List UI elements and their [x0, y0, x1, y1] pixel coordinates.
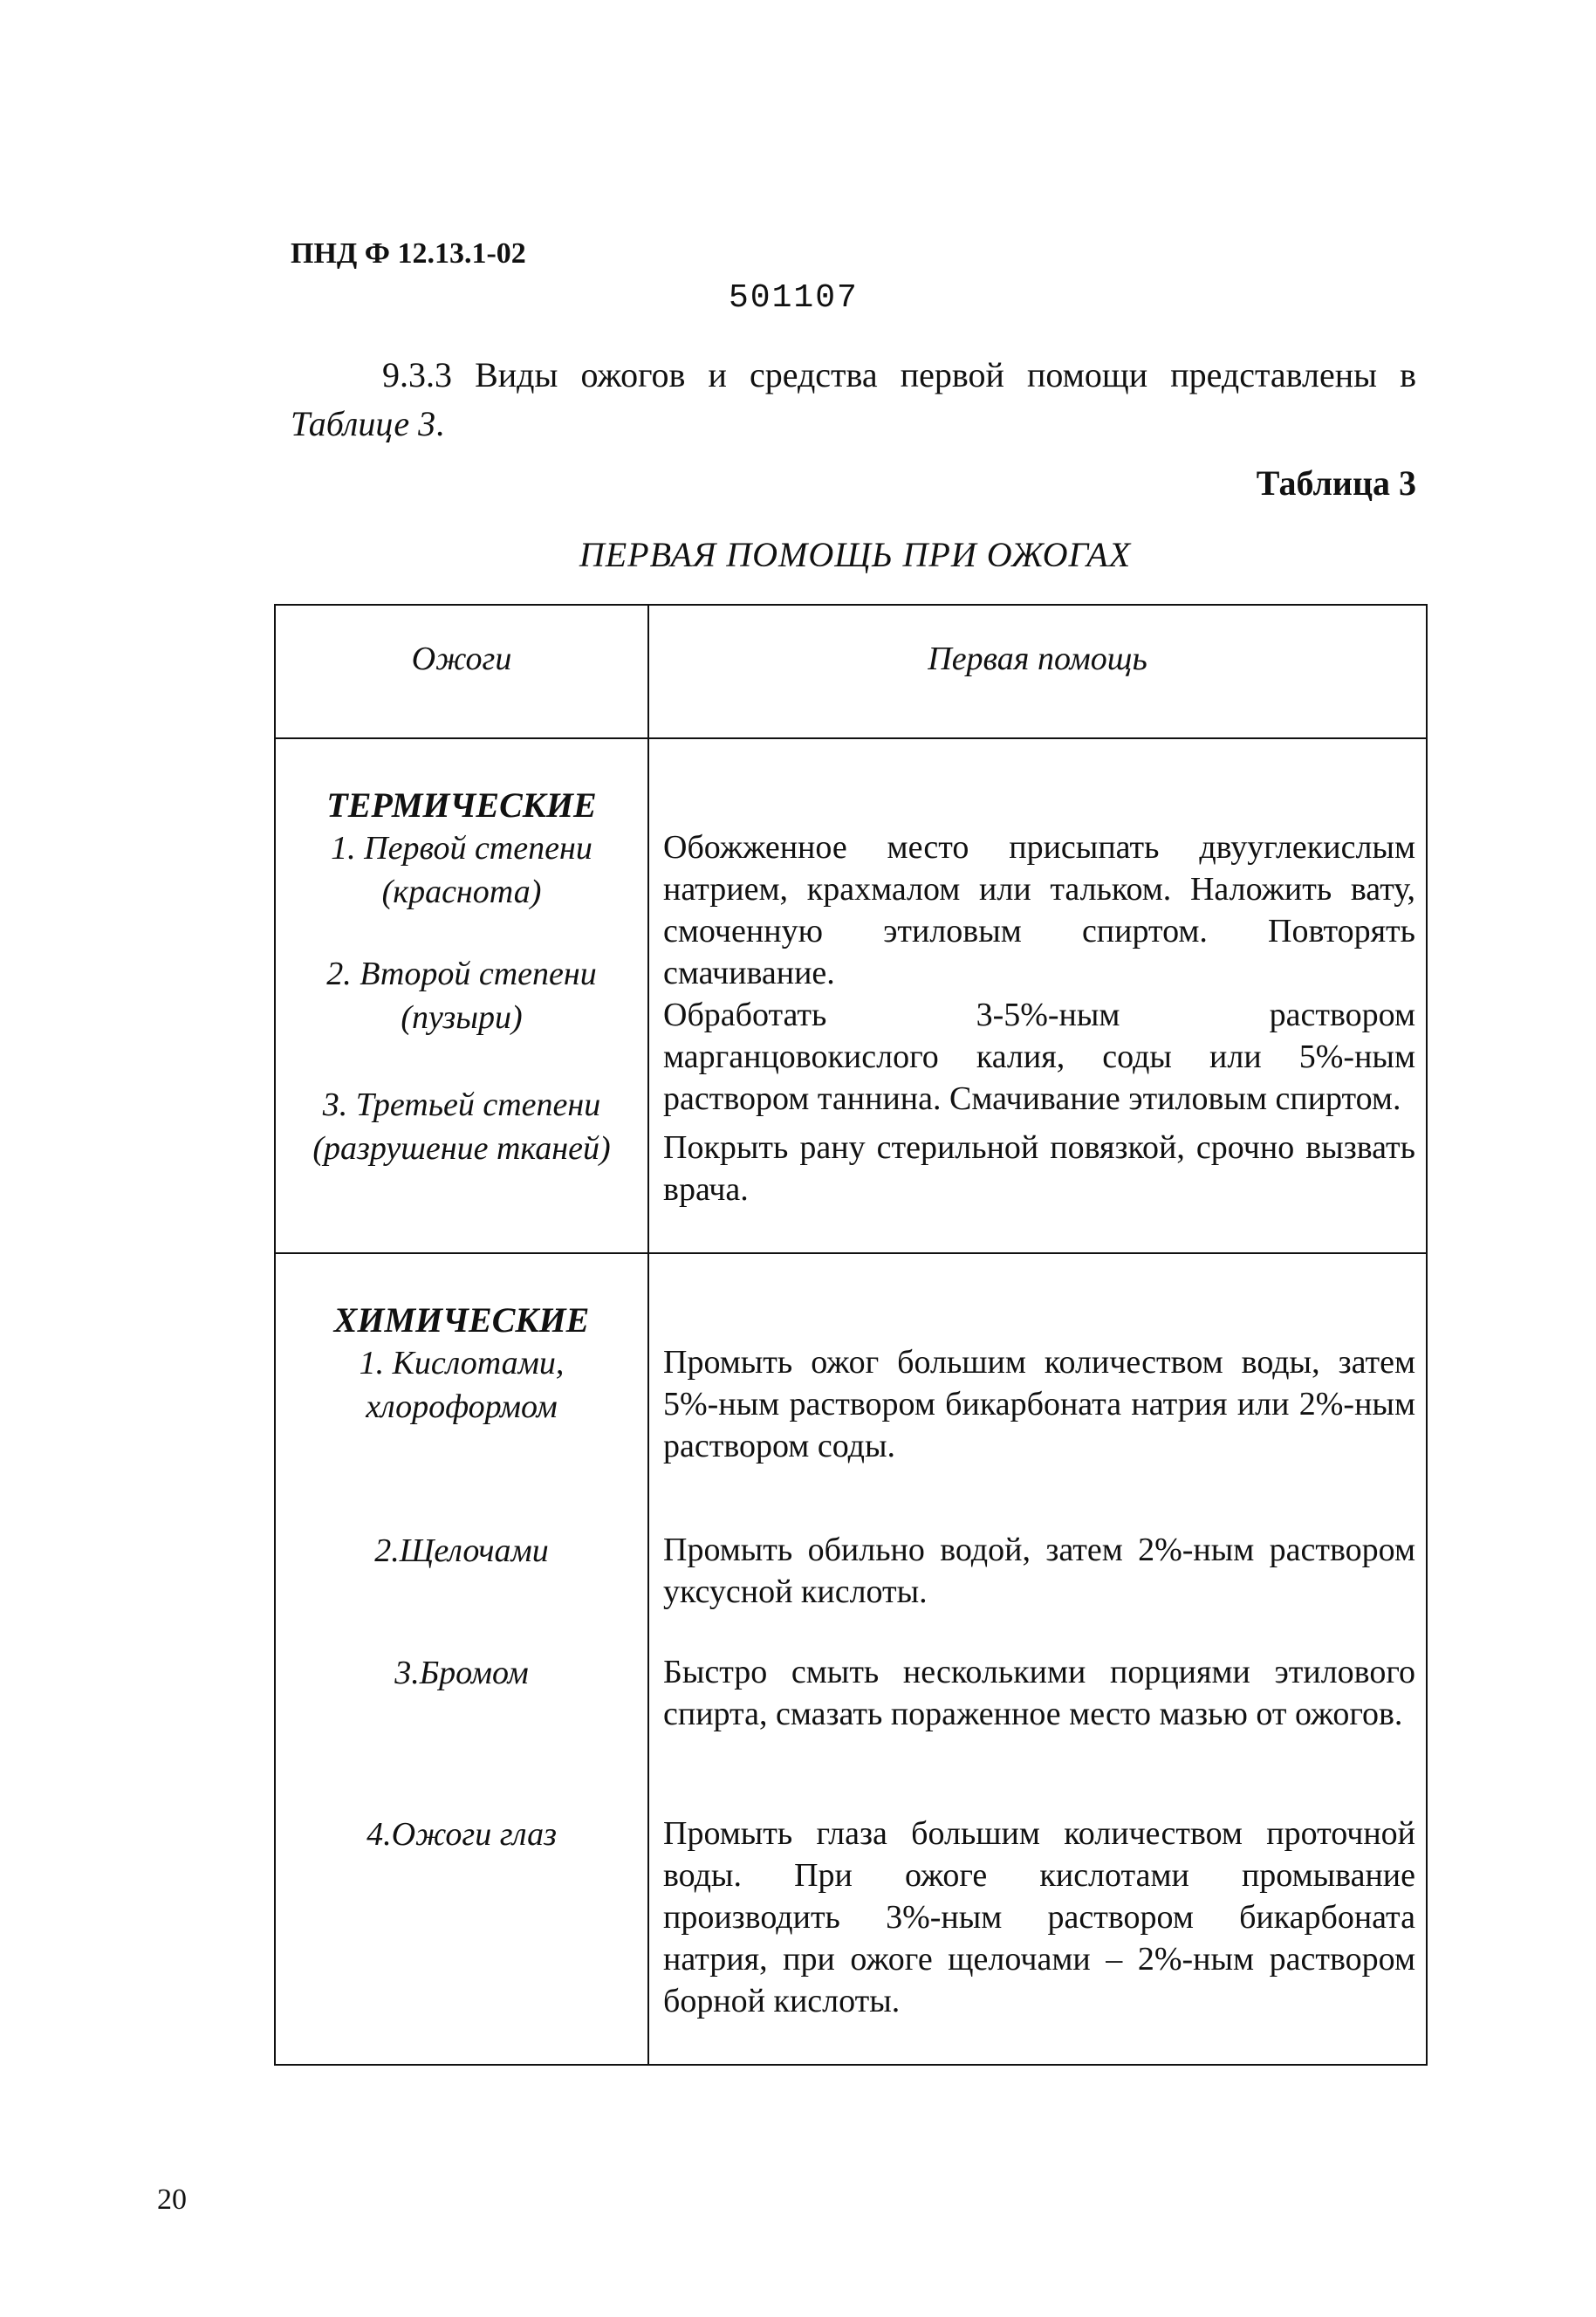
table-reference: Таблице 3	[291, 404, 436, 443]
header-first-aid: Первая помощь	[648, 605, 1427, 738]
burn-type: 1. Кислотами, хлороформом	[359, 1345, 565, 1425]
aid-text: Промыть ожог большим количеством воды, затем 5%-ным раствором бикарбоната натрия или 2%-ным раствором соды.	[663, 1344, 1415, 1464]
table-header-row	[275, 605, 1427, 738]
thermal-burns-cell	[275, 738, 648, 1253]
aid-text: Промыть обильно водой, затем 2%-ным раствором уксусной кислоты.	[663, 1532, 1415, 1610]
intro-end: .	[435, 404, 445, 443]
burn-type: 1. Первой степени (краснота)	[331, 830, 593, 910]
table-label: Таблица 3	[1256, 463, 1416, 503]
burn-type: 4.Ожоги глаз	[366, 1816, 557, 1853]
aid-text: Обожженное место присыпать двууглекислым натрием, крахмалом или тальком. Наложить вату, смоченную этиловым спиртом. Повторять смачивание.	[663, 829, 1415, 991]
document-number: 501107	[729, 279, 859, 317]
intro-text: 9.3.3 Виды ожогов и средства первой помощи представлены в	[382, 355, 1416, 394]
section-chemical	[275, 1253, 1427, 2065]
aid-text: Промыть глаза большим количеством проточной воды. При ожоге кислотами промывание производить 3%-ным раствором бикарбоната натрия, при ожоге щелочами – 2%-ным раствором борной кислоты.	[663, 1815, 1415, 2019]
aid-text: Обработать 3-5%-ным раствором марганцовокислого калия, соды или 5%-ным раствором таннина. Смачивание этиловым спиртом.	[663, 997, 1415, 1117]
intro-paragraph	[291, 351, 1416, 449]
document-code: ПНД Ф 12.13.1-02	[291, 237, 526, 270]
table-title: ПЕРВАЯ ПОМОЩЬ ПРИ ОЖОГАХ	[579, 535, 1132, 574]
section-title: ХИМИЧЕСКИЕ	[333, 1300, 590, 1340]
aid-text: Покрыть рану стерильной повязкой, срочно вызвать врача.	[663, 1129, 1415, 1208]
burn-type: 3.Бромом	[394, 1655, 529, 1691]
page-number: 20	[157, 2183, 187, 2216]
header-burns: Ожоги	[275, 605, 648, 738]
burn-type: 2.Щелочами	[374, 1532, 549, 1569]
chemical-aid-cell	[648, 1253, 1427, 2065]
section-title: ТЕРМИЧЕСКИЕ	[326, 785, 597, 825]
section-thermal	[275, 738, 1427, 1253]
burn-type: 2. Второй степени (пузыри)	[326, 956, 597, 1036]
first-aid-table	[274, 604, 1428, 2066]
aid-text: Быстро смыть несколькими порциями этилового спирта, смазать пораженное место мазью от ожогов.	[663, 1654, 1415, 1732]
thermal-aid-cell	[648, 738, 1427, 1253]
chemical-burns-cell	[275, 1253, 648, 2065]
burn-type: 3. Третьей степени (разрушение тканей)	[312, 1087, 611, 1167]
